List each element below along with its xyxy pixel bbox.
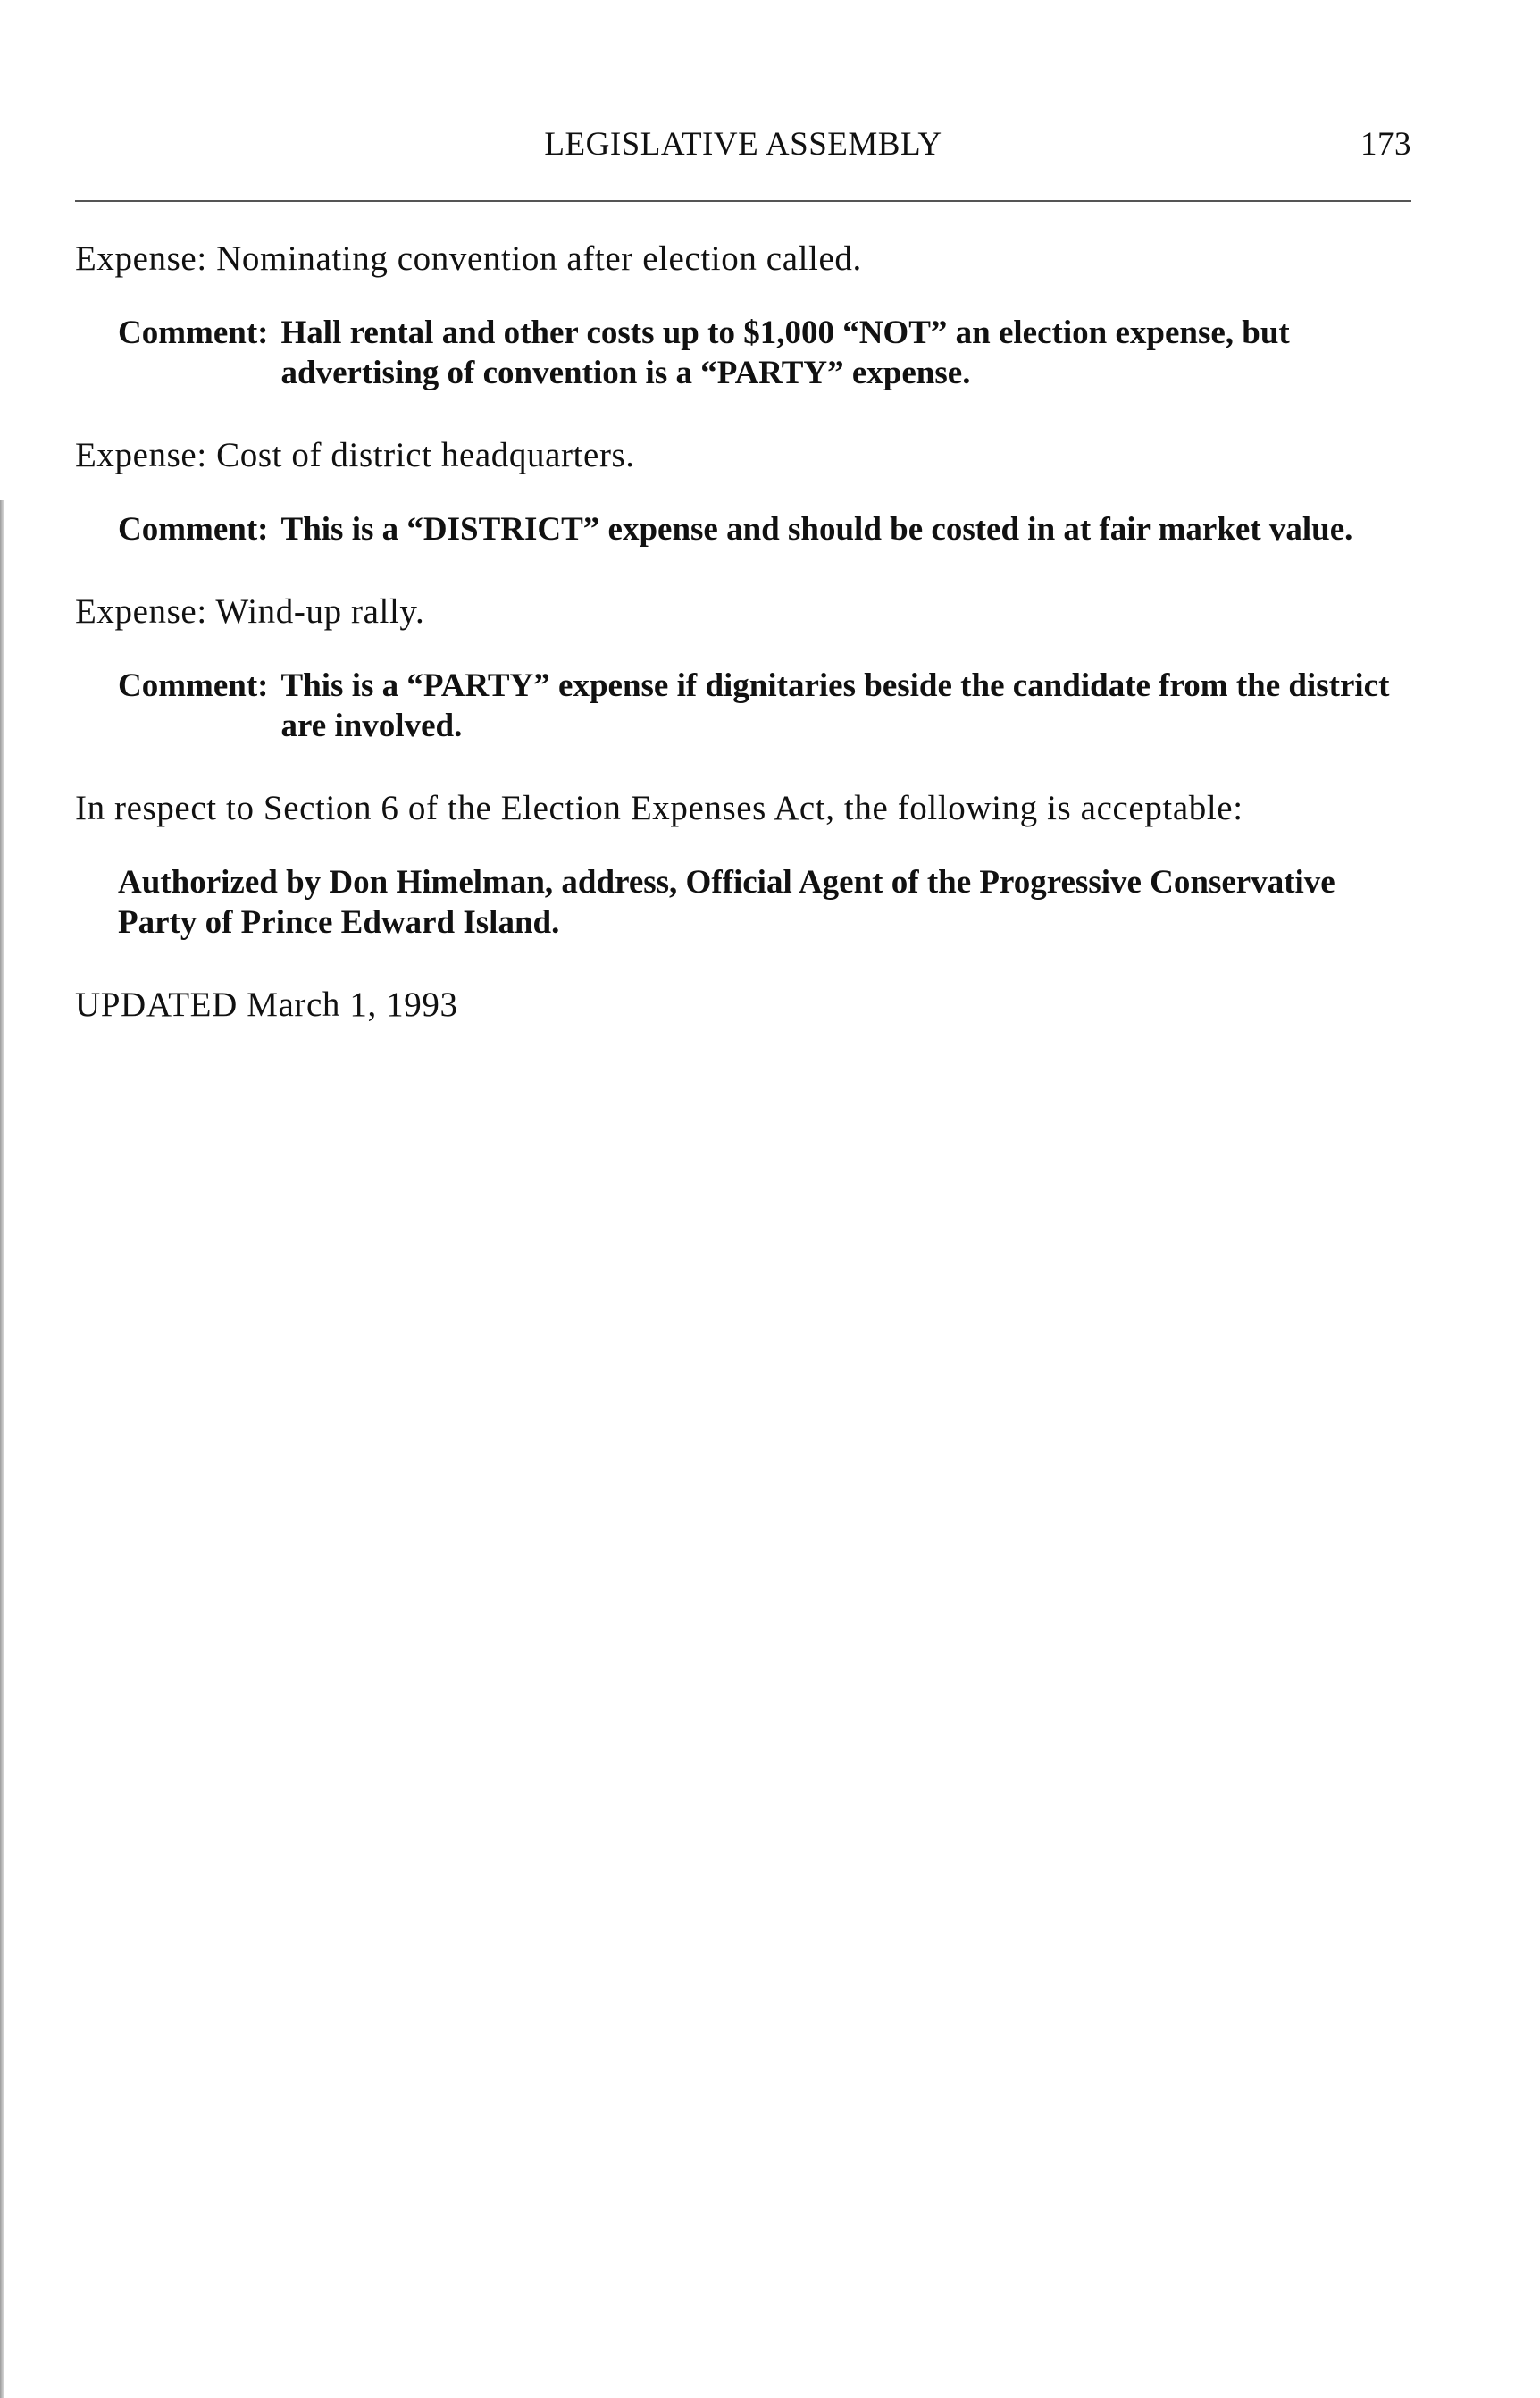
comment-text: This is a “PARTY” expense if dignitaries beside the candidate from the district are involved. (280, 667, 1390, 744)
section-respect-paragraph: In respect to Section 6 of the Election Expenses Act, the following is acceptable: (75, 789, 1243, 827)
authorization-statement: Authorized by Don Himelman, address, Official Agent of the Progressive Conservative Party of Prince Edward Island. (118, 864, 1335, 941)
header-rule (75, 200, 1411, 202)
expense-line: Expense: Wind-up rally. (75, 592, 425, 631)
running-title: LEGISLATIVE ASSEMBLY (544, 126, 942, 163)
comment-label: Comment: (118, 314, 269, 351)
comment-block (118, 666, 1411, 746)
expense-line: Expense: Cost of district headquarters. (75, 436, 635, 474)
page-number: 173 (1360, 126, 1411, 163)
page-left-edge-shadow (0, 500, 4, 2398)
expense-line: Expense: Nominating convention after election called. (75, 239, 862, 278)
page-body (75, 238, 1411, 1027)
comment-text: This is a “DISTRICT” expense and should be costed in at fair market value. (280, 511, 1353, 548)
comment-text: Hall rental and other costs up to $1,000 “NOT” an election expense, but advertising of convention is a “PARTY” expense. (280, 314, 1290, 391)
comment-block (118, 313, 1411, 393)
page-header (75, 125, 1411, 170)
updated-date: UPDATED March 1, 1993 (75, 985, 458, 1024)
comment-label: Comment: (118, 511, 269, 548)
comment-label: Comment: (118, 667, 269, 704)
comment-block (118, 509, 1411, 549)
